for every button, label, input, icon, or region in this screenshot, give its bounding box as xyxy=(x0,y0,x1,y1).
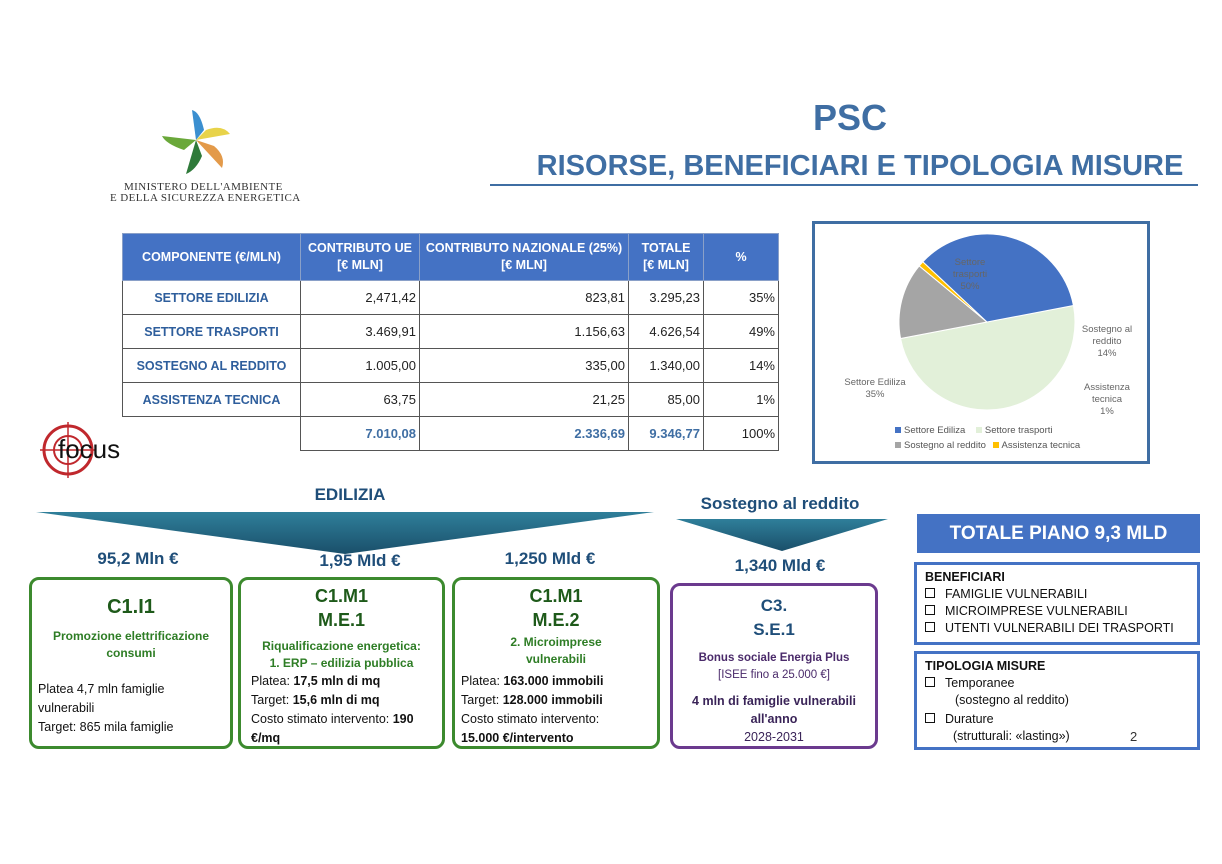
table-total-row xyxy=(123,417,779,451)
table-row xyxy=(123,383,779,417)
card-subcode: M.E.2 xyxy=(532,610,580,630)
cell-ue: 1.005,00 xyxy=(301,349,420,383)
list-item: Durature xyxy=(925,711,1189,728)
row-label: SETTORE TRASPORTI xyxy=(123,315,301,349)
card-subtitle-2: 1. ERP – edilizia pubblica xyxy=(269,656,414,670)
pie-label-trasporti: Settore trasporti 50% xyxy=(952,257,988,292)
page-subtitle: RISORSE, BENEFICIARI E TIPOLOGIA MISURE xyxy=(536,150,1184,182)
pie-label-sostegno: Sostegno al reddito 14% xyxy=(1081,324,1133,359)
cell-naz: 823,81 xyxy=(420,281,629,315)
table-row xyxy=(123,281,779,315)
card-body-2: all'anno xyxy=(750,712,798,726)
header-totale: TOTALE [€ MLN] xyxy=(629,234,704,281)
title-underline xyxy=(490,184,1198,186)
card-platea: Platea: 163.000 immobili xyxy=(461,674,604,688)
card-costo: Costo stimato intervento: xyxy=(461,712,600,726)
cell-naz: 21,25 xyxy=(420,383,629,417)
total-tot: 9.346,77 xyxy=(629,417,704,451)
header-componente: COMPONENTE (€/MLN) xyxy=(123,234,301,281)
cell-pct: 1% xyxy=(704,383,779,417)
beneficiari-title: BENEFICIARI xyxy=(925,570,1005,584)
list-item: MICROIMPRESE VULNERABILI xyxy=(925,603,1189,620)
card-subcode: M.E.1 xyxy=(317,610,365,630)
pie-legend xyxy=(895,423,1145,453)
row-label: SETTORE EDILIZIA xyxy=(123,281,301,315)
cell-tot: 4.626,54 xyxy=(629,315,704,349)
checkbox-icon xyxy=(925,588,935,598)
amount-me2: 1,250 Mld € xyxy=(504,549,596,568)
pie-chart-box xyxy=(812,221,1150,464)
cell-tot: 1.340,00 xyxy=(629,349,704,383)
cell-naz: 1.156,63 xyxy=(420,315,629,349)
tipologia-box xyxy=(914,651,1200,750)
pie-label-assistenza: Assistenza tecnica 1% xyxy=(1084,382,1130,417)
card-costo-value: 15.000 €/intervento xyxy=(461,731,574,745)
cell-ue: 3.469,91 xyxy=(301,315,420,349)
totale-piano-banner: TOTALE PIANO 9,3 MLD xyxy=(917,514,1200,553)
card-platea: Platea 4,7 mln famiglie vulnerabili xyxy=(38,682,165,715)
focus-logo: focus xyxy=(38,420,148,480)
legend-item: Settore Ediliza xyxy=(904,425,966,436)
cell-pct: 35% xyxy=(704,281,779,315)
table-row xyxy=(123,315,779,349)
amount-se1: 1,340 Mld € xyxy=(734,556,826,575)
list-item: FAMIGLIE VULNERABILI xyxy=(925,586,1189,603)
beneficiari-box xyxy=(914,562,1200,645)
card-target: Target: 15,6 mln di mq xyxy=(251,693,380,707)
card-platea: Platea: 17,5 mln di mq xyxy=(251,674,381,688)
card-costo: Costo stimato intervento: 190 €/mq xyxy=(251,712,414,745)
cell-pct: 14% xyxy=(704,349,779,383)
legend-item: Assistenza tecnica xyxy=(1001,440,1081,451)
cell-tot: 85,00 xyxy=(629,383,704,417)
checkbox-icon xyxy=(925,677,935,687)
resources-table xyxy=(122,233,779,451)
card-subtitle: Promozione elettrificazione consumi xyxy=(52,629,210,660)
list-item-detail: (sostegno al reddito) xyxy=(955,693,1069,707)
cell-tot: 3.295,23 xyxy=(629,281,704,315)
cell-ue: 63,75 xyxy=(301,383,420,417)
row-label: SOSTEGNO AL REDDITO xyxy=(123,349,301,383)
card-subtitle-2: [ISEE fino a 25.000 €] xyxy=(718,669,830,681)
cell-pct: 49% xyxy=(704,315,779,349)
card-body: 4 mln di famiglie vulnerabili xyxy=(692,694,856,708)
card-subtitle: Bonus sociale Energia Plus xyxy=(698,652,850,664)
amount-me1: 1,95 Mld € xyxy=(319,551,401,570)
card-subcode: S.E.1 xyxy=(753,620,795,639)
edilizia-title: EDILIZIA xyxy=(314,485,386,504)
card-subtitle-2: vulnerabili xyxy=(525,652,587,666)
card-code: C1.M1 xyxy=(529,586,583,606)
legend-item: Sostegno al reddito xyxy=(904,440,986,451)
list-item: UTENTI VULNERABILI DEI TRASPORTI xyxy=(925,620,1189,637)
card-se1 xyxy=(670,583,878,749)
page-number: 2 xyxy=(1130,729,1138,744)
ministry-name-line2: E DELLA SICUREZZA ENERGETICA xyxy=(110,192,301,204)
total-ue: 7.010,08 xyxy=(301,417,420,451)
card-me1 xyxy=(238,577,445,749)
sostegno-title: Sostegno al reddito xyxy=(700,494,860,513)
card-c1i1 xyxy=(29,577,233,749)
checkbox-icon xyxy=(925,605,935,615)
card-subtitle: 2. Microimprese xyxy=(510,635,602,649)
pie-label-edilizia: Settore Ediliza 35% xyxy=(844,377,906,400)
amount-c1i1: 95,2 Mln € xyxy=(97,549,179,568)
legend-item: Settore trasporti xyxy=(984,425,1053,436)
sostegno-arrow xyxy=(676,518,890,552)
total-naz: 2.336,69 xyxy=(420,417,629,451)
tipologia-title: TIPOLOGIA MISURE xyxy=(925,659,1046,673)
card-target: Target: 865 mila famiglie xyxy=(38,720,174,734)
header-contributo-ue: CONTRIBUTO UE [€ MLN] xyxy=(301,234,420,281)
card-subtitle: Riqualificazione energetica: xyxy=(262,639,421,653)
checkbox-icon xyxy=(925,622,935,632)
list-item-detail: (strutturali: «lasting») xyxy=(953,729,1070,743)
table-row xyxy=(123,349,779,383)
row-label: ASSISTENZA TECNICA xyxy=(123,383,301,417)
header-contributo-nazionale: CONTRIBUTO NAZIONALE (25%) [€ MLN] xyxy=(420,234,629,281)
total-pct: 100% xyxy=(704,417,779,451)
cell-naz: 335,00 xyxy=(420,349,629,383)
card-target: Target: 128.000 immobili xyxy=(461,693,603,707)
header-percent: % xyxy=(704,234,779,281)
cell-ue: 2,471,42 xyxy=(301,281,420,315)
card-me2 xyxy=(452,577,660,749)
card-years: 2028-2031 xyxy=(744,730,804,744)
card-code: C1.M1 xyxy=(314,586,368,606)
checkbox-icon xyxy=(925,713,935,723)
card-code: C3. xyxy=(760,596,788,615)
list-item: Temporanee xyxy=(925,675,1189,692)
card-code: C1.I1 xyxy=(107,596,155,618)
ministry-name-line1: MINISTERO DELL'AMBIENTE xyxy=(124,181,283,193)
page-title: PSC xyxy=(812,97,888,138)
